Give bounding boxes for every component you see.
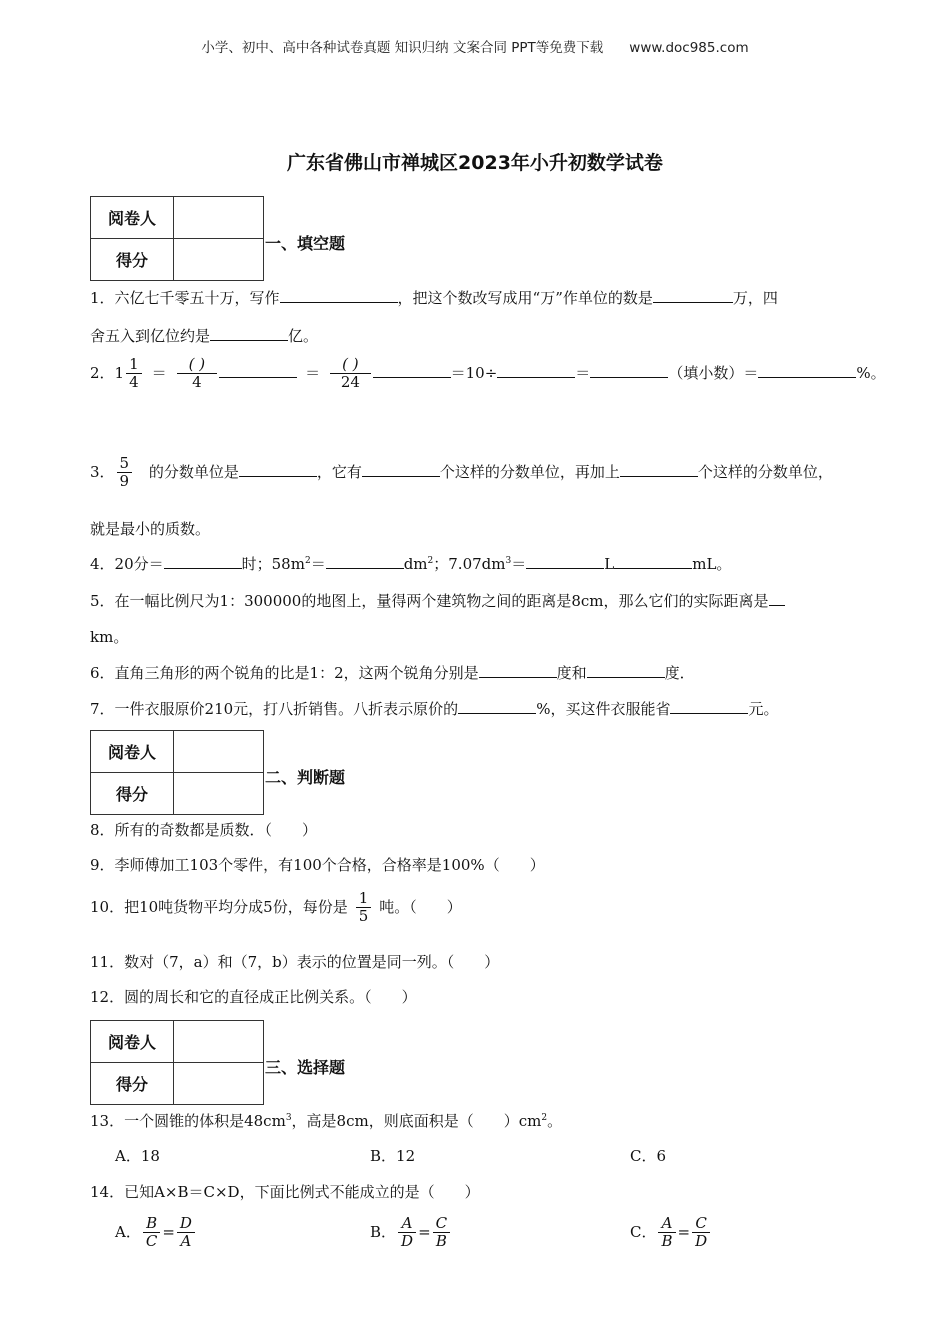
score-label: 得分 (91, 1063, 174, 1105)
option-a[interactable]: A． $\frac{B}{C}$ = $\frac{D}{A}$ (115, 1215, 197, 1251)
answer-blank[interactable] (280, 286, 398, 303)
header-url[interactable]: www.doc985.com (629, 40, 749, 56)
answer-blank[interactable] (479, 661, 557, 678)
score-box-2 (90, 730, 264, 815)
score-box-3 (90, 1020, 264, 1105)
score-cell[interactable] (174, 773, 264, 815)
reviewer-cell[interactable] (174, 1021, 264, 1063)
fraction: $\frac{C}{D}$ (692, 1215, 710, 1251)
question-12: 12．圆的周长和它的直径成正比例关系。（ ） (90, 988, 417, 1006)
page-title: 广东省佛山市禅城区2023年小升初数学试卷 (287, 152, 663, 174)
answer-blank[interactable] (210, 324, 288, 341)
question-3: 3． $\frac{5}{9}$ 的分数单位是 ，它有 个这样的分数单位，再加上 个这样的分数单位， (90, 454, 833, 491)
answer-blank[interactable] (326, 552, 404, 569)
option-c[interactable]: C．6 (630, 1147, 667, 1165)
fraction: $\frac{D}{A}$ (177, 1215, 195, 1251)
answer-blank[interactable] (590, 361, 668, 378)
score-label: 得分 (91, 773, 174, 815)
option-b[interactable]: B．12 (370, 1147, 416, 1165)
fraction: $\frac{A}{D}$ (398, 1215, 416, 1251)
question-10: 10．把10吨货物平均分成5份，每份是 $\frac{1}{5}$ 吨。（ ） (90, 889, 462, 926)
question-8: 8．所有的奇数都是质数．（ ） (90, 821, 318, 839)
question-13: 13．一个圆锥的体积是$48cm^3$，高是8cm，则底面积是（ ）$cm^2$。 (90, 1112, 563, 1130)
reviewer-label: 阅卷人 (91, 197, 174, 239)
answer-blank[interactable] (670, 697, 748, 714)
answer-blank[interactable] (653, 286, 733, 303)
score-label: 得分 (91, 239, 174, 281)
option-b[interactable]: B． $\frac{A}{D}$ = $\frac{C}{B}$ (370, 1215, 452, 1251)
option-a[interactable]: A．18 (115, 1147, 160, 1165)
answer-blank[interactable] (164, 552, 242, 569)
reviewer-cell[interactable] (174, 731, 264, 773)
fraction: $\frac{5}{9}$ (117, 455, 133, 491)
question-5: 5．在一幅比例尺为1：300000的地图上，量得两个建筑物之间的距离是8cm，那么它们的实际距离是 (90, 589, 785, 611)
option-c[interactable]: C． $\frac{A}{B}$ = $\frac{C}{D}$ (630, 1215, 712, 1251)
answer-blank[interactable] (587, 661, 665, 678)
answer-blank[interactable] (373, 361, 451, 378)
question-1-cont: 舍五入到亿位约是 亿。 (90, 324, 318, 346)
reviewer-label: 阅卷人 (91, 1021, 174, 1063)
fraction: $\frac{( )}{24}$ (330, 356, 370, 392)
page-header (0, 36, 950, 56)
question-5-cont: km。 (90, 628, 129, 646)
score-cell[interactable] (174, 1063, 264, 1105)
reviewer-cell[interactable] (174, 197, 264, 239)
fraction: $\frac{A}{B}$ (658, 1215, 675, 1251)
fraction: $\frac{B}{C}$ (143, 1215, 160, 1251)
question-1: 1．六亿七千零五十万，写作 ，把这个数改写成用“万”作单位的数是 万，四 (90, 286, 778, 308)
question-11: 11．数对（7，a）和（7，b）表示的位置是同一列。（ ） (90, 953, 500, 971)
fraction: $\frac{C}{B}$ (433, 1215, 450, 1251)
answer-blank[interactable] (769, 589, 785, 606)
question-3-cont: 就是最小的质数。 (90, 520, 211, 538)
fraction: $\frac{( )}{4}$ (177, 356, 217, 392)
section-title-fill-in: 一、填空题 (265, 234, 346, 253)
answer-blank[interactable] (362, 460, 440, 477)
question-4: 4．20分＝ 时；$58m^2= dm^2$；$7.07dm^3= L$ mL。 (90, 552, 731, 574)
question-2: 2．1 $\frac{1}{4}$ ＝ $\frac{( )}{4}$ ＝ $\frac{( )}{24}$ ＝10÷ ＝ （填小数）＝ %。 (90, 355, 886, 392)
question-7: 7．一件衣服原价210元，打八折销售。八折表示原价的 %，买这件衣服能省 元。 (90, 697, 778, 719)
score-cell[interactable] (174, 239, 264, 281)
answer-blank[interactable] (239, 460, 317, 477)
reviewer-label: 阅卷人 (91, 731, 174, 773)
fraction: $\frac{1}{5}$ (356, 890, 372, 926)
score-box-1 (90, 196, 264, 281)
answer-blank[interactable] (614, 552, 692, 569)
answer-blank[interactable] (526, 552, 604, 569)
answer-blank[interactable] (758, 361, 856, 378)
section-title-true-false: 二、判断题 (265, 768, 346, 787)
fraction: $\frac{1}{4}$ (126, 356, 142, 392)
question-6: 6．直角三角形的两个锐角的比是1：2，这两个锐角分别是 度和 度． (90, 661, 695, 683)
answer-blank[interactable] (458, 697, 536, 714)
answer-blank[interactable] (219, 361, 297, 378)
question-14: 14．已知A×B＝C×D，下面比例式不能成立的是（ ） (90, 1183, 480, 1201)
answer-blank[interactable] (620, 460, 698, 477)
section-title-multiple-choice: 三、选择题 (265, 1058, 346, 1077)
answer-blank[interactable] (497, 361, 575, 378)
question-9: 9．李师傅加工103个零件，有100个合格，合格率是100%（ ） (90, 856, 545, 874)
header-text: 小学、初中、高中各种试卷真题 知识归纳 文案合同 PPT等免费下载 (201, 40, 604, 56)
